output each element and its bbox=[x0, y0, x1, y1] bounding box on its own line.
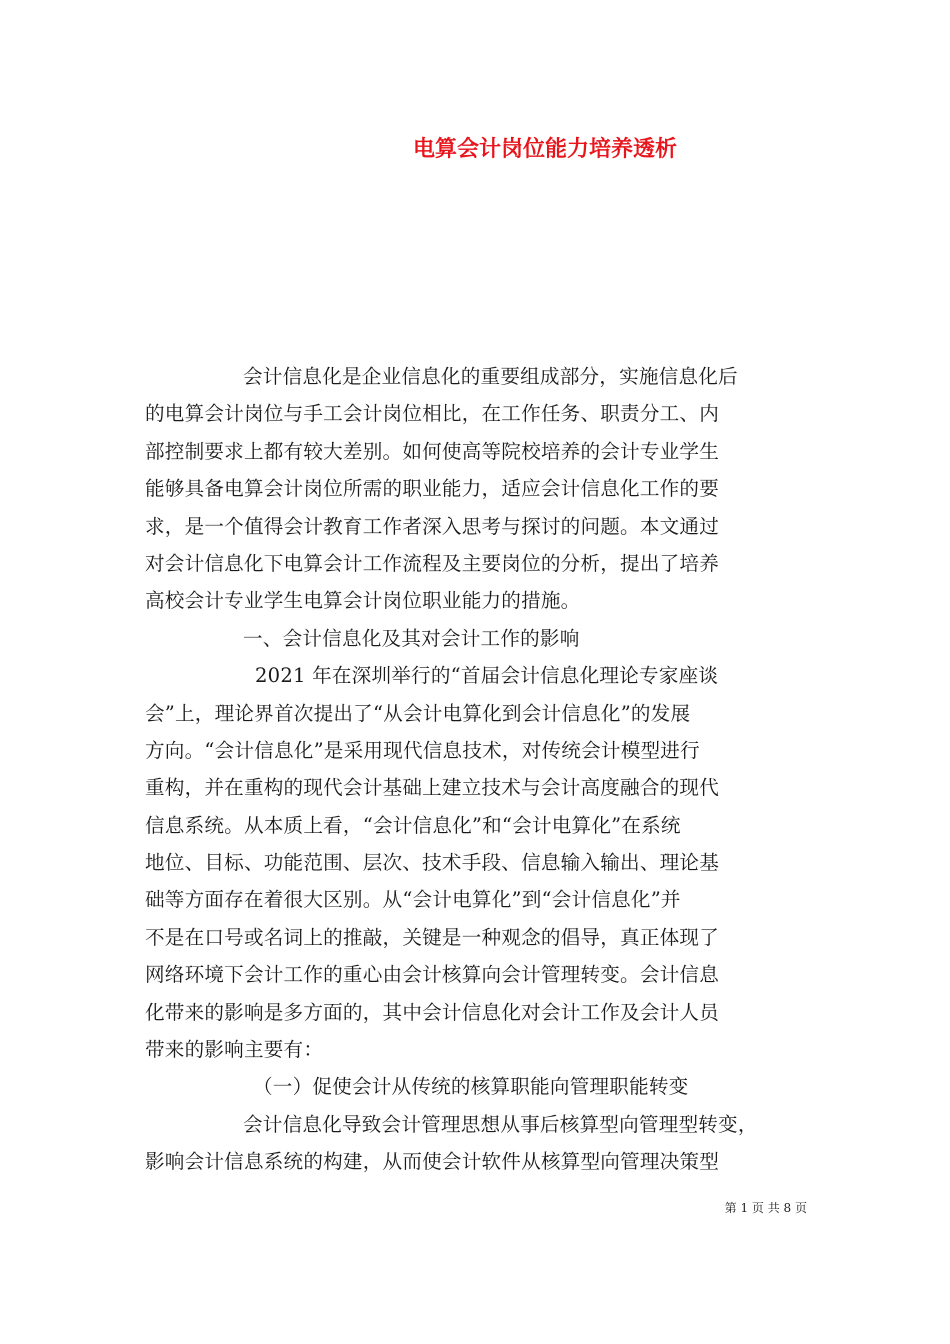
text-line: 地位、目标、功能范围、层次、技术手段、信息输入输出、理论基 bbox=[145, 851, 720, 875]
text-line: 对会计信息化下电算会计工作流程及主要岗位的分析，提出了培养 bbox=[145, 551, 720, 575]
text-line: 重构，并在重构的现代会计基础上建立技术与会计高度融合的现代 bbox=[145, 776, 720, 800]
text-line: 方向。“会计信息化”是采用现代信息技术，对传统会计模型进行 bbox=[145, 738, 700, 762]
text-line: 求，是一个值得会计教育工作者深入思考与探讨的问题。本文通过 bbox=[145, 514, 720, 538]
text-line: 的电算会计岗位与手工会计岗位相比，在工作任务、职责分工、内 bbox=[145, 402, 720, 426]
text-line: 2021 年在深圳举行的“首届会计信息化理论专家座谈 bbox=[255, 664, 719, 688]
subsection-heading: （一）促使会计从传统的核算职能向管理职能转变 bbox=[253, 1075, 689, 1099]
text-line: 化带来的影响是多方面的，其中会计信息化对会计工作及会计人员 bbox=[145, 1000, 720, 1024]
text-line: 会计信息化导致会计管理思想从事后核算型向管理型转变， bbox=[243, 1112, 758, 1136]
text-line: 不是在口号或名词上的推敲，关键是一种观念的倡导，真正体现了 bbox=[145, 925, 720, 949]
text-line: 高校会计专业学生电算会计岗位职业能力的措施。 bbox=[145, 589, 581, 613]
text-line: 信息系统。从本质上看，“会计信息化”和“会计电算化”在系统 bbox=[145, 813, 681, 837]
page-number-footer: 第 1 页 共 8 页 bbox=[724, 1201, 807, 1215]
text-line: 部控制要求上都有较大差别。如何使高等院校培养的会计专业学生 bbox=[145, 439, 720, 463]
text-line: 会”上，理论界首次提出了“从会计电算化到会计信息化”的发展 bbox=[145, 701, 691, 725]
document-title: 电算会计岗位能力培养透析 bbox=[412, 137, 677, 162]
text-line: 影响会计信息系统的构建，从而使会计软件从核算型向管理决策型 bbox=[145, 1150, 720, 1174]
section-heading: 一、会计信息化及其对会计工作的影响 bbox=[243, 626, 580, 650]
text-line: 网络环境下会计工作的重心由会计核算向会计管理转变。会计信息 bbox=[145, 963, 720, 987]
text-line: 础等方面存在着很大区别。从“会计电算化”到“会计信息化”并 bbox=[145, 888, 681, 912]
document-body bbox=[145, 358, 807, 1181]
text-line: 带来的影响主要有： bbox=[145, 1038, 324, 1062]
text-line: 能够具备电算会计岗位所需的职业能力，适应会计信息化工作的要 bbox=[145, 477, 720, 501]
text-line: 会计信息化是企业信息化的重要组成部分，实施信息化后 bbox=[243, 365, 738, 388]
